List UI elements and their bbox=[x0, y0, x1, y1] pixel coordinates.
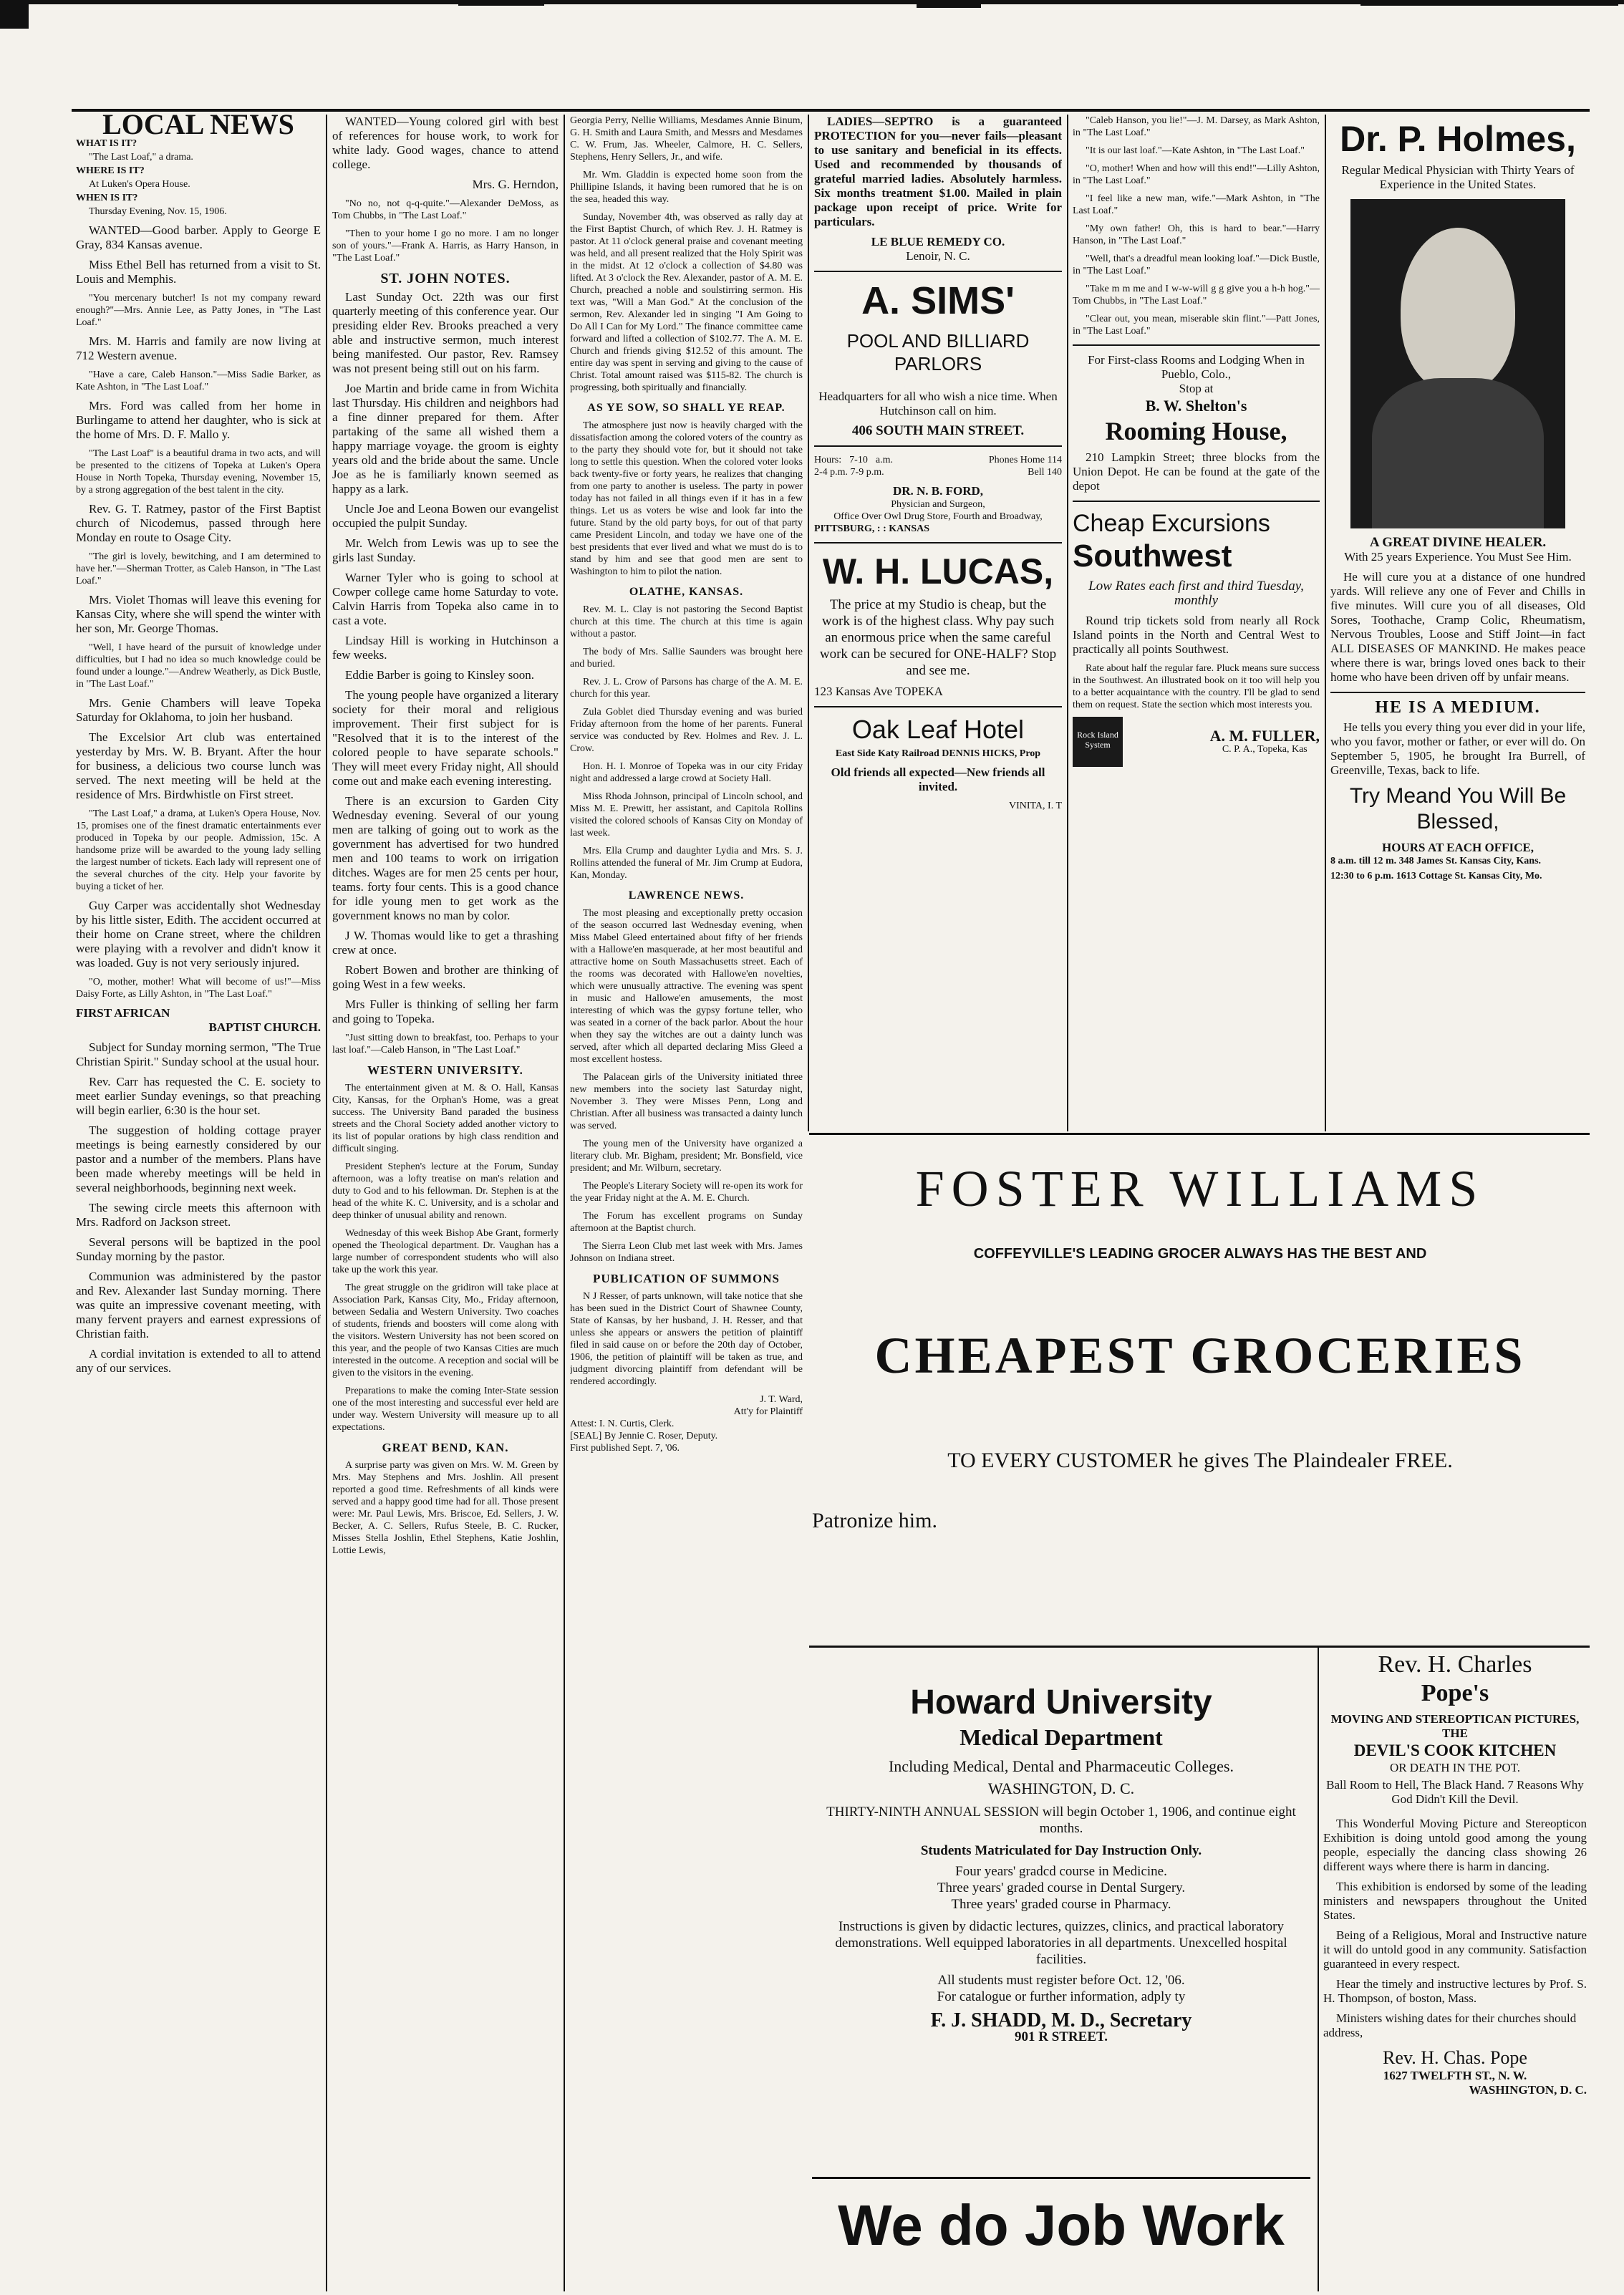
sims-ad-text: Headquarters for all who wish a nice time. When Hutchinson call on him. bbox=[818, 390, 1058, 417]
ad-rule bbox=[1318, 1647, 1319, 2291]
ford-phones: Phones Home 114 Bell 140 bbox=[988, 455, 1062, 478]
excursion-agent-name: A. M. FULLER, bbox=[1209, 726, 1320, 745]
howard-course: Four years' gradcd course in Medicine. bbox=[955, 1864, 1167, 1879]
pope-show-subtitle: OR DEATH IN THE POT. bbox=[1389, 1761, 1521, 1774]
play-quote: "Then to your home I go no more. I am no longer son of yours."—Frank A. Harris, as Harry Hanson, in "The Last Loaf." bbox=[332, 228, 559, 264]
pope-city: WASHINGTON, D. C. bbox=[1469, 2083, 1587, 2097]
howard-location: WASHINGTON, D. C. bbox=[987, 1779, 1135, 1797]
ford-name: DR. N. B. FORD, bbox=[892, 484, 984, 498]
play-quote: "O, mother! When and how will this end!"—Lilly Ashton, in "The Last Loaf." bbox=[1073, 163, 1320, 186]
pope-show-list: Ball Room to Hell, The Black Hand. 7 Reasons Why God Didn't Kill the Devil. bbox=[1326, 1778, 1584, 1806]
news-item: The great struggle on the gridiron will take place at Association Park, Kansas City, Mo., Friday afternoon, between Sedalia and Western University. Two coaches of students, friends and boosters will come along with the visitors. Western University has not been scored on this year, and the people of two Kansas Cities are much interested in the outcome. A reception and social will be given to the visitors in the evening. bbox=[332, 1282, 559, 1378]
play-quote: "Take m m me and I w-w-will g g give you a h-h hog."—Tom Chubbs, in "The Last Loaf." bbox=[1073, 284, 1320, 306]
holmes-claims: He will cure you at a distance of one hundred yards. Will relieve any one of Fever and Chills in five minutes. Will cure you of all diseases, Old Sores, Toothache, Cramp Colic, Rheumatism, Nervous Troubles, Loose and Stiff Joint—in fact ALL DISEASES OF MANKIND. He makes peace where there is war, brings loved ones back to their home who have been driven off by unfair means. bbox=[1330, 570, 1585, 684]
foster-title: FOSTER WILLIAMS bbox=[915, 1160, 1485, 1217]
howard-register: All students must register before Oct. 12, '06. bbox=[937, 1973, 1185, 1988]
howard-colleges: Including Medical, Dental and Pharmaceutic Colleges. bbox=[888, 1757, 1234, 1775]
section-heading: BAPTIST CHURCH. bbox=[208, 1020, 321, 1034]
section-heading: ST. JOHN NOTES. bbox=[380, 271, 511, 286]
lucas-ad-text: The price at my Studio is cheap, but the work is of the highest class. Why pay such an enormous price when the same careful work can be secured for ONE-HALF? Stop and see me. bbox=[819, 597, 1057, 678]
news-item: The body of Mrs. Sallie Saunders was brought here and buried. bbox=[570, 647, 803, 670]
ford-hours: Hours: 7-10 a.m. 2-4 p.m. 7-9 p.m. bbox=[814, 455, 893, 478]
ford-city: PITTSBURG, : : KANSAS bbox=[814, 523, 930, 534]
ford-title: Physician and Surgeon, bbox=[891, 499, 985, 510]
news-item: The People's Literary Society will re-open its work for the year Friday night at the A. M. E. Church. bbox=[570, 1181, 803, 1204]
news-item: Joe Martin and bride came in from Wichita last Thursday. His children and neighbors had a fine dinner prepared for them. After partaking of the same all wished them a happy marriage voyage. the groom is eighty years old and the bride about the same. Uncle Joe as he is familiarly known seemed as happy as a lark. bbox=[332, 382, 559, 496]
portrait-face bbox=[1401, 228, 1515, 392]
pope-text: Ministers wishing dates for their churches should address, bbox=[1323, 2011, 1577, 2039]
news-item: Mrs. M. Harris and family are now living at 712 Western avenue. bbox=[76, 334, 321, 362]
holmes-medium-text: He tells you every thing you ever did in your life, who you favor, mother or father, or ever will do. On September 5, 1905, he brought Ira Burrell, of Greenville, Texas, back to life. bbox=[1330, 720, 1585, 777]
news-item: Mrs. Genie Chambers will leave Topeka Saturday for Oklahoma, to join her husband. bbox=[76, 696, 321, 724]
howard-course: Three years' graded course in Pharmacy. bbox=[951, 1897, 1171, 1912]
sims-ad-title: A. SIMS' bbox=[861, 279, 1015, 322]
top-rule bbox=[72, 109, 1590, 112]
play-quote: "The girl is lovely, bewitching, and I am determined to have her."—Sherman Trotter, as Caleb Hanson, in "The Last Loaf." bbox=[76, 551, 321, 586]
news-item: Last Sunday Oct. 22th was our first quarterly meeting of this conference year. Our presiding elder Rev. Brooks preached a very able and instructive sermon, much interest being manifested. Our pastor, Rev. Ramsey was not present being still out on his farm. bbox=[332, 290, 559, 375]
excursion-region: Southwest bbox=[1073, 538, 1232, 574]
news-item: Rev. G. T. Ratmey, pastor of the First Baptist church of Nicodemus, passed through here Monday en route to Osage City. bbox=[76, 502, 321, 544]
section-heading: PUBLICATION OF SUMMONS bbox=[593, 1272, 780, 1285]
news-item: Several persons will be baptized in the pool Sunday morning by the pastor. bbox=[76, 1235, 321, 1263]
portrait-coat bbox=[1372, 378, 1544, 528]
pope-text: Being of a Religious, Moral and Instructive nature it will do untold good in any community. Satisfaction guaranteed in every respect. bbox=[1323, 1928, 1587, 1971]
play-quote: "You mercenary butcher! Is not my company reward enough?"—Mrs. Annie Lee, as Patty Jones, in "The Last Loaf." bbox=[76, 293, 321, 328]
news-item: Mrs. Ford was called from her home in Burlingame to attend her daughter, who is sick at the home of Mrs. D. F. Mallo y. bbox=[76, 399, 321, 441]
holmes-portrait bbox=[1350, 199, 1565, 528]
column-rule bbox=[1067, 115, 1068, 1131]
septro-company: LE BLUE REMEDY CO. bbox=[871, 235, 1005, 248]
howard-catalogue: For catalogue or further information, adply ty bbox=[937, 1989, 1186, 2004]
ford-office: Office Over Owl Drug Store, Fourth and Broadway, bbox=[833, 511, 1043, 522]
holmes-headline: A GREAT DIVINE HEALER. bbox=[1369, 535, 1547, 550]
want-ad: WANTED—Young colored girl with best of references for house work, to work for white lady. Good wages, chance to attend college. bbox=[332, 115, 559, 171]
excursion-title: Cheap Excursions bbox=[1073, 510, 1270, 537]
rooming-ad-owner: B. W. Shelton's bbox=[1145, 397, 1247, 415]
news-item: Hon. H. I. Monroe of Topeka was in our city Friday night and addressed a large crowd at Society Hall. bbox=[570, 761, 803, 784]
news-item: Mr. Wm. Gladdin is expected home soon from the Phillipine Islands, it having been rumored that he is on the sea, headed this way. bbox=[570, 170, 803, 205]
play-quote: "I feel like a new man, wife."—Mark Ashton, in "The Last Loaf." bbox=[1073, 193, 1320, 216]
section-heading: FIRST AFRICAN bbox=[76, 1006, 170, 1020]
holmes-hours-heading: HOURS AT EACH OFFICE, bbox=[1382, 841, 1534, 854]
pope-name: Rev. H. Charles bbox=[1378, 1651, 1532, 1678]
howard-students: Students Matriculated for Day Instruction Only. bbox=[920, 1843, 1202, 1858]
section-heading: LAWRENCE NEWS. bbox=[628, 889, 745, 902]
sims-ad-subtitle: POOL AND BILLIARD PARLORS bbox=[846, 330, 1030, 375]
oak-leaf-location: VINITA, I. T bbox=[1008, 801, 1062, 811]
excursion-text: Round trip tickets sold from nearly all Rock Island points in the North and Central West to practically all points Southwest. bbox=[1073, 614, 1320, 656]
news-item: The Excelsior Art club was entertained yesterday by Mrs. W. B. Bryant. After the hour for business, a delicious two course lunch was served. The next meeting will be held at the residence of Mrs. Birdwhistle on First street. bbox=[76, 730, 321, 801]
excursion-agent bbox=[1209, 726, 1320, 755]
rock-island-logo-icon bbox=[1073, 717, 1123, 767]
ad-rule bbox=[809, 1646, 1590, 1648]
column-two bbox=[332, 115, 559, 2291]
column-rule bbox=[1325, 115, 1326, 1131]
play-quote: "No no, not q-q-quite."—Alexander DeMoss, as Tom Chubbs, in "The Last Loaf." bbox=[332, 198, 559, 221]
news-item: The atmosphere just now is heavily charged with the dissatisfaction among the colored voters of the country as to the party they should vote for, but it should not take long to settle this question. When the colored voter looks back twenty-five or forty years, he realizes that changing from one party to another is useless. The party in power today has not failed in all things even if it has in a few things. Let us as voters be wise and look far into the future. Stand by the old party boys, for out of that party came President Lincoln, and today we have one of the best presidents that ever lived and what we must do is to stand by him and see that good men are sent to Washington to him to pilot the nation. bbox=[570, 420, 803, 577]
section-heading: OLATHE, KANSAS. bbox=[629, 586, 744, 598]
column-rule bbox=[564, 115, 565, 2291]
divider bbox=[814, 445, 1062, 447]
legal-signature: Attest: I. N. Curtis, Clerk. bbox=[570, 1419, 675, 1429]
news-item: The sewing circle meets this afternoon with Mrs. Radford on Jackson street. bbox=[76, 1201, 321, 1229]
news-item: Rev. Carr has requested the C. E. society to meet earlier Sunday evenings, so that preaching will begin earlier, 6:30 is the hour set. bbox=[76, 1075, 321, 1117]
news-item: The Forum has excellent programs on Sunday afternoon at the Baptist church. bbox=[570, 1211, 803, 1234]
ad-rule bbox=[809, 1133, 1590, 1135]
news-item: Robert Bowen and brother are thinking of going West in a few weeks. bbox=[332, 963, 559, 991]
legal-notice: N J Resser, of parts unknown, will take notice that she has been sued in the District Court of Shawnee County, State of Kansas, by her husband, J. H. Resser, and that unless she appears or answers the petition of plaintiff filed in said cause on or before the 20th day of October, 1906, the petition of plaintiff will be taken as true, and judgment divorcing plaintiff from defendant will be rendered accordingly. bbox=[570, 1291, 803, 1387]
play-quote: "Have a care, Caleb Hanson."—Miss Sadie Barker, as Kate Ashton, in "The Last Loaf." bbox=[76, 369, 321, 392]
play-quote: "The Last Loaf," a drama, at Luken's Opera House, Nov. 15, promises one of the finest dramatic entertainments ever produced in Topeka by our people. Admission, 15c. A handsome prize will be awarded to the young lady selling the largest number of tickets. Each lady will represent one of the several churches of the city. Help your favorite by buying a ticket of her. bbox=[76, 808, 321, 892]
pope-surname: Pope's bbox=[1421, 1680, 1489, 1706]
holmes-slogan: Try Meand You Will Be Blessed, bbox=[1349, 784, 1567, 834]
oak-leaf-prop: East Side Katy Railroad DENNIS HICKS, Prop bbox=[835, 748, 1041, 759]
news-item: The Sierra Leon Club met last week with Mrs. James Johnson on Indiana street. bbox=[570, 1241, 803, 1264]
news-item: Mrs. Ella Crump and daughter Lydia and Mrs. S. J. Rollins attended the funeral of Mr. Jim Crump at Eudora, Kan, Monday. bbox=[570, 846, 803, 881]
sims-ad-address: 406 SOUTH MAIN STREET. bbox=[851, 423, 1025, 438]
pope-show-title: DEVIL'S COOK KITCHEN bbox=[1353, 1741, 1557, 1759]
holmes-name: Dr. P. Holmes, bbox=[1340, 119, 1576, 159]
a-what: "The Last Loaf," a drama. bbox=[89, 152, 193, 163]
q-where: WHERE IS IT? bbox=[76, 165, 145, 176]
news-item: J W. Thomas would like to get a thrashing crew at once. bbox=[332, 929, 559, 957]
news-item: The entertainment given at M. & O. Hall, Kansas City, Kansas, for the Orphan's Home, was a great success. The University Band paraded the business streets and the Choral Society added another victory to its list of popular orations by high class rendition and difficult singing. bbox=[332, 1083, 559, 1154]
news-item: WANTED—Good barber. Apply to George E Gray, 834 Kansas avenue. bbox=[76, 223, 321, 251]
excursion-agent-title: C. P. A., Topeka, Kas bbox=[1222, 743, 1308, 755]
torn-top-edge bbox=[0, 0, 1624, 29]
ford-hours-row bbox=[814, 454, 1062, 484]
news-item: A surprise party was given on Mrs. W. M. Green by Mrs. May Stephens and Mrs. Joshlin. All present reported a good time. Refreshments of all kinds were served and a happy good time had for all. Those present were: Mr. Paul Lewis, Mrs. Briscoe, Ed. Sellers, J. W. Becker, A. C. Sellers, Rufus Steele, B. C. Rucker, Misses Stella Joshlin, Ethel Stephens, Katie Joshlin, Lottie Lewis, bbox=[332, 1460, 559, 1556]
divider bbox=[1330, 692, 1585, 693]
column-three bbox=[570, 115, 803, 2291]
pope-pictures: MOVING AND STEREOPTICAN PICTURES, THE bbox=[1330, 1712, 1580, 1740]
foster-offer: TO EVERY CUSTOMER he gives The Plaindealer FREE. bbox=[947, 1449, 1453, 1472]
howard-course: Three years' graded course in Dental Surgery. bbox=[937, 1880, 1186, 1895]
job-work-title: We do Job Work bbox=[838, 2193, 1285, 2257]
column-six-holmes-ad bbox=[1330, 115, 1585, 1131]
legal-signature: J. T. Ward, bbox=[760, 1394, 803, 1405]
howard-university-ad bbox=[812, 1668, 1310, 2127]
holmes-experience: With 25 years Experience. You Must See Him. bbox=[1344, 550, 1572, 564]
column-rule bbox=[326, 115, 327, 2291]
oak-leaf-text: Old friends all expected—New friends all invited. bbox=[831, 765, 1045, 793]
oak-leaf-title: Oak Leaf Hotel bbox=[851, 715, 1025, 744]
excursion-rates: Low Rates each first and third Tuesday, monthly bbox=[1088, 579, 1304, 608]
q-what: WHAT IS IT? bbox=[76, 138, 137, 149]
news-item: The young people have organized a literary society for their moral and religious improvement. Their first subject for is "Resolved that it is to the interest of the colored people to have separate schools." They will meet every Friday night, All should come out and make each evening interesting. bbox=[332, 688, 559, 788]
news-item: Lindsay Hill is working in Hutchinson a few weeks. bbox=[332, 634, 559, 662]
play-quote: "Well, that's a dreadful mean looking loaf."—Dick Bustle, in "The Last Loaf." bbox=[1073, 253, 1320, 276]
news-item: Preparations to make the coming Inter-State session one of the most interesting and successful ever held are under way. Western University will measure up to all expectations. bbox=[332, 1386, 559, 1433]
news-item: President Stephen's lecture at the Forum, Sunday afternoon, was a lofty treatise on man's relation and duty to God and to his fellowman. Dr. Stephen is at the head of the white K. C. University, and is a scholar and deep thinker of unusual ability and renown. bbox=[332, 1161, 559, 1221]
news-item: Sunday, November 4th, was observed as rally day at the First Baptist Church, of which Rev. J. H. Ratmey is pastor. At 11 o'clock general praise and covenant meeting was held, and all present realized that the Holy Spirit was in the midst. At 12 o'clock a collection of $4.80 was lifted. At 3 o'clock the Rev. Alexander, pastor of A. M. E. Church, preached a noble and soulstirring sermon. His text was, "Will a Man God." At the conclusion of the sermon, Rev. Alexander led in singing "I Am Going to Do All I Can for My Lord." The finance committee came forward and lifted a collection of $102.77. The A. M. E. Church and friends giving $12.52 of this amount. The entire day was spent in serving and giving to the cause of Christ. Total amount raised was $115-82. The church is progressing, both spiritually and financially. bbox=[570, 212, 803, 393]
howard-address: 901 R STREET. bbox=[1014, 2029, 1108, 2044]
column-local-news bbox=[76, 115, 321, 2291]
news-item: Mr. Welch from Lewis was up to see the girls last Sunday. bbox=[332, 536, 559, 564]
play-quote: "O, mother, mother! What will become of us!"—Miss Daisy Forte, as Lilly Ashton, in "The Last Loaf." bbox=[76, 977, 321, 1000]
foster-williams-ad bbox=[812, 1139, 1588, 1643]
local-news-heading: LOCAL NEWS bbox=[102, 115, 294, 140]
divider bbox=[1073, 501, 1320, 502]
news-item: Subject for Sunday morning sermon, "The True Christian Spirit." Sunday school at the usual hour. bbox=[76, 1040, 321, 1068]
news-item: Rev. M. L. Clay is not pastoring the Second Baptist church at this time. The church at this time is again without a pastor. bbox=[570, 604, 803, 639]
a-when: Thursday Evening, Nov. 15, 1906. bbox=[89, 206, 227, 217]
holmes-hours-kansas: 8 a.m. till 12 m. 348 James St. Kansas City, Kans. bbox=[1330, 856, 1542, 866]
pope-text: Hear the timely and instructive lectures by Prof. S. H. Thompson, of boston, Mass. bbox=[1323, 1977, 1587, 2005]
holmes-hours-missouri: 12:30 to 6 p.m. 1613 Cottage St. Kansas City, Mo. bbox=[1330, 871, 1542, 881]
news-item: There is an excursion to Garden City Wednesday evening. Several of our young men are talking of going out to work as the government has advertised for two hundred men and 100 teams to work on irrigation ditches. Wages are for men 25 cents per hour, teams. forty four cents. This is a good chance for idle young men to get work as the government knows no man by color. bbox=[332, 794, 559, 922]
news-item: Miss Rhoda Johnson, principal of Lincoln school, and Miss M. E. Prewitt, her assistant, and Capitola Rollins visited the colored schools of Kansas City on Monday of last week. bbox=[570, 791, 803, 839]
news-item: The suggestion of holding cottage prayer meetings is being earnestly considered by our pastor and a number of the members. Plans have been made whereby meetings will be held in several neighborhoods, beginning next week. bbox=[76, 1124, 321, 1194]
howard-department: Medical Department bbox=[960, 1724, 1163, 1750]
a-where: At Luken's Opera House. bbox=[89, 179, 190, 190]
holmes-medium: HE IS A MEDIUM. bbox=[1375, 698, 1541, 717]
play-quote: "It is our last loaf."—Kate Ashton, in "The Last Loaf." bbox=[1086, 145, 1305, 156]
news-item: Warner Tyler who is going to school at Cowper college came home Saturday to vote. Calvin Harris from Topeka also came in to cast a vote. bbox=[332, 571, 559, 627]
pope-ad bbox=[1323, 1651, 1587, 2288]
news-item: Rev. J. L. Crow of Parsons has charge of the A. M. E. church for this year. bbox=[570, 677, 803, 700]
news-item: A cordial invitation is extended to all to attend any of our services. bbox=[76, 1347, 321, 1375]
pope-address: 1627 TWELFTH ST., N. W. bbox=[1383, 2069, 1527, 2082]
rooming-ad-stop: Stop at bbox=[1179, 382, 1214, 395]
news-item: The Palacean girls of the University initiated three new members into the society last Saturday night, November 3. They were Misses Penn, Long and Christian. After all business was transacted a dainty lunch was served. bbox=[570, 1072, 803, 1131]
news-item: Eddie Barber is going to Kinsley soon. bbox=[345, 668, 534, 682]
foster-subtitle: COFFEYVILLE'S LEADING GROCER ALWAYS HAS THE BEST AND bbox=[973, 1246, 1427, 1262]
legal-signature: [SEAL] By Jennie C. Roser, Deputy. bbox=[570, 1431, 718, 1441]
news-item: Miss Ethel Bell has returned from a visit to St. Louis and Memphis. bbox=[76, 258, 321, 286]
play-quote: "Well, I have heard of the pursuit of knowledge under difficulties, but I had no idea so much knowledge could be found under a lounge."—Andrew Weatherly, as Dick Bustle, in "The Last Loaf." bbox=[76, 642, 321, 690]
legal-signature: Att'y for Plaintiff bbox=[733, 1406, 803, 1417]
howard-session: THIRTY-NINTH ANNUAL SESSION will begin October 1, 1906, and continue eight months. bbox=[826, 1804, 1296, 1836]
news-item: The most pleasing and exceptionally pretty occasion of the season occurred last Wednesday evening, when Miss Mabel Gleed entertained about fifty of her friends with a Hallowe'en masquerade, at her most beautiful and attractive home on South Massachusetts street. Each of the rooms was decorated with Hallowe'en novelties, which were unusually attractive. The evening was spent in music and Hallowe'en amusements, the most interesting of which was the gypsy fortune teller, who was seated in a corner of the back parlor. About the hour when they say the witches are out a dainty lunch was served, after which all departed declaring Miss Gleed a most excellent hostess. bbox=[570, 908, 803, 1065]
divider bbox=[1073, 344, 1320, 346]
play-quote: "Just sitting down to breakfast, too. Perhaps to your last loaf."—Caleb Hanson, in "The Last Loaf." bbox=[332, 1033, 559, 1055]
play-quote: "Caleb Hanson, you lie!"—J. M. Darsey, as Mark Ashton, in "The Last Loaf." bbox=[1073, 115, 1320, 138]
section-heading: WESTERN UNIVERSITY. bbox=[367, 1063, 523, 1077]
news-item: The young men of the University have organized a literary club. Mr. Bigham, president; Mr. Bonsfield, vice president; and Mr. Wilburn, secretary. bbox=[570, 1139, 803, 1174]
rooming-ad-text: 210 Lampkin Street; three blocks from the Union Depot. He can be found at the gate of the depot bbox=[1073, 450, 1320, 493]
lucas-ad-title: W. H. LUCAS, bbox=[822, 551, 1054, 591]
septro-ad: LADIES—SEPTRO is a guaranteed PROTECTION for you—never fails—pleasant to use sanitary and beneficial in its effects. Used and recommended by thousands of grateful married ladies. Absolutely harmless. Six months treatment $1.00. Mailed in plain package upon receipt of price. Write for particulars. bbox=[814, 115, 1062, 228]
lucas-ad-address: 123 Kansas Ave TOPEKA bbox=[814, 685, 943, 698]
column-five bbox=[1073, 115, 1320, 1131]
column-rule bbox=[808, 115, 809, 1131]
howard-instruction: Instructions is given by didactic lectures, quizzes, clinics, and practical laboratory demonstrations. Well equipped laboratories in all departments. Unexcelled hospital facilities. bbox=[835, 1919, 1287, 1967]
q-when: WHEN IS IT? bbox=[76, 193, 138, 203]
column-four-ads bbox=[814, 115, 1062, 1131]
divider bbox=[814, 271, 1062, 272]
pope-text: This exhibition is endorsed by some of the leading ministers and newspapers throughout the United States. bbox=[1323, 1880, 1587, 1922]
howard-secretary: F. J. SHADD, M. D., Secretary bbox=[930, 2009, 1192, 2031]
news-item: Communion was administered by the pastor and Rev. Alexander last Sunday morning. There was quite an impressive covenant meeting, with many fervent prayers and earnest expressions of Christian faith. bbox=[76, 1270, 321, 1340]
news-item: Uncle Joe and Leona Bowen our evangelist occupied the pulpit Sunday. bbox=[332, 502, 559, 530]
job-work-ad bbox=[812, 2177, 1310, 2286]
pope-text: This Wonderful Moving Picture and Stereopticon Exhibition is doing untold good among the young people, especially the dancing class showing 26 different ways where there is harm in dancing. bbox=[1323, 1817, 1587, 1873]
play-quote: "My own father! Oh, this is hard to bear."—Harry Hanson, in "The Last Loaf." bbox=[1073, 223, 1320, 246]
want-ad-signature: Mrs. G. Herndon, bbox=[472, 178, 559, 191]
section-heading: GREAT BEND, KAN. bbox=[382, 1441, 509, 1454]
rooming-ad-title: Rooming House, bbox=[1105, 417, 1287, 445]
divider bbox=[814, 706, 1062, 707]
holmes-credentials: Regular Medical Physician with Thirty Years of Experience in the United States. bbox=[1341, 163, 1575, 191]
play-quote: "The Last Loaf" is a beautiful drama in two acts, and will be presented to the citizens of Topeka at Luken's Opera House in North Topeka, Thursday evening, November 15, by a strong aggregation of the best talent in the city. bbox=[76, 448, 321, 496]
news-item: Mrs. Violet Thomas will leave this evening for Kansas City, where she will spend the winter with her son, Mr. George Thomas. bbox=[76, 593, 321, 635]
excursion-text: Rate about half the regular fare. Pluck means sure success in the Southwest. An illustrated book on it too will help you to a better acquaintance with the country. I'll be glad to send them on request. State the section which most interests you. bbox=[1073, 663, 1320, 710]
howard-title: Howard University bbox=[910, 1683, 1212, 1721]
foster-headline: CHEAPEST GROCERIES bbox=[874, 1327, 1526, 1384]
pope-signature: Rev. H. Chas. Pope bbox=[1383, 2047, 1527, 2068]
rock-island-logo-text: Rock Island System bbox=[1077, 730, 1118, 750]
publication-date: First published Sept. 7, '06. bbox=[570, 1443, 680, 1454]
excursion-footer bbox=[1073, 717, 1320, 767]
foster-patronize: Patronize him. bbox=[812, 1509, 937, 1532]
news-item: Guy Carper was accidentally shot Wednesday by his little sister, Edith. The accident occurred at their home on Crane street, where the children were playing with a revolver and didn't know it was loaded. Guy is not very seriously injured. bbox=[76, 899, 321, 970]
news-item: Wednesday of this week Bishop Abe Grant, formerly opened the Theological department. Dr. Vaughan has a large number of correspondent students who will also take up the work this year. bbox=[332, 1228, 559, 1275]
divider bbox=[814, 542, 1062, 543]
news-item: Zula Goblet died Thursday evening and was buried Friday afternoon from the home of her parents. Funeral service was conducted by Rev. Holmes and Rev. J. L. Crow. bbox=[570, 707, 803, 754]
news-item: Georgia Perry, Nellie Williams, Mesdames Annie Binum, G. H. Smith and Laura Smith, and Messrs and Mesdames C. W. Frum, Jas. Wheeler, Calmore, H. C. Sellers, Stephens, Henry Sellers, Jr., and wife. bbox=[570, 115, 803, 163]
section-heading: AS YE SOW, SO SHALL YE REAP. bbox=[587, 402, 786, 414]
rooming-ad-intro: For First-class Rooms and Lodging When in Pueblo, Colo., bbox=[1088, 353, 1305, 381]
septro-location: Lenoir, N. C. bbox=[906, 249, 970, 263]
news-item: Mrs Fuller is thinking of selling her farm and going to Topeka. bbox=[332, 997, 559, 1025]
play-quote: "Clear out, you mean, miserable skin flint."—Patt Jones, in "The Last Loaf." bbox=[1073, 314, 1320, 337]
